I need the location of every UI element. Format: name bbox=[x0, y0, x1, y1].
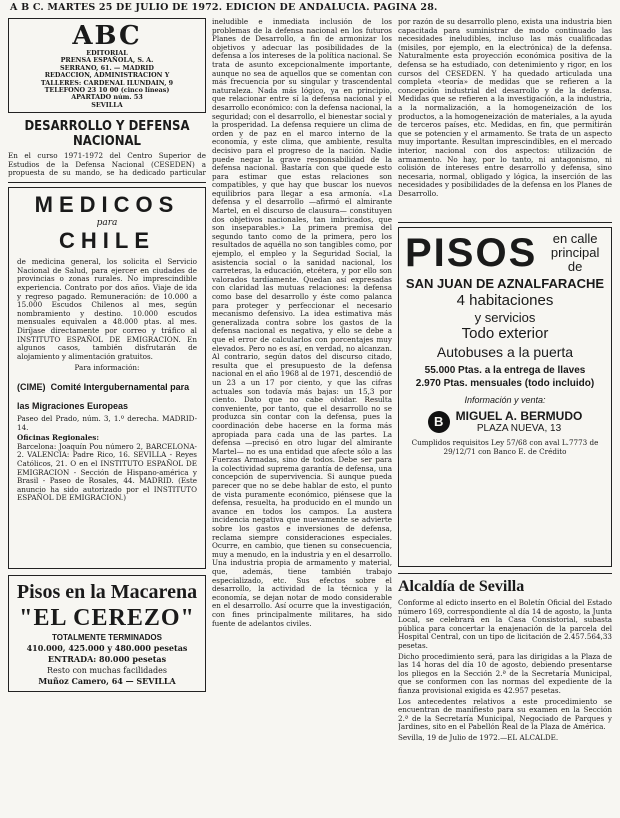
abc-line: REDACCION, ADMINISTRACION Y bbox=[44, 71, 170, 80]
offices-list: Barcelona: Joaquín Pou número 2, BARCELONA-2. VALENCIA: Padre Rico, 16. SEVILLA - Reyes Católicos, 21. O en el INSTITUTO ESPAÑOL DE EMIGRACION - Sección de Hispano-américa y Brasil - Paseo de Rosales, 44. MADRID. (Este anuncio ha sido autorizado por el INSTITUTO ESPAÑOL DE EMIGRACION.) bbox=[17, 441, 197, 503]
agent-name: MIGUEL A. BERMUDO bbox=[455, 409, 583, 423]
column-left bbox=[8, 18, 206, 812]
article-body-col3: por razón de su desarrollo pleno, exista una industria bien capacitada para suministrar de modo continuado las necesidades ineludibles, incluso las más cualificadas (misiles, por ejemplo, en la electrónica) de la defensa. Naturalmente esta proyección económica positiva de la defensa se ha estudiado, con detenimiento y rigor, en los cursos del CESEDEN. Y ha quedado articulada una completa «teoría» de medidas que se refieren a la concepción industrial del desarrollo y de la defensa. Medidas que se refieren a la investigación, a la industria, a la normalización, a la homogeneización de los productos, a la homogeneización de materiales, a la ayuda de terceros países, etc. Medidas, en fin, que permitirán que se potencien y el armamento. Se trata de un aspecto muy importante. Resultan imprescindibles, en el mercado interior, nacional con dos aspectos: utilización de armamento. No hay, por lo tanto, ni antagonismo, ni colisión de intereses entre desarrollo y defensa, sino necesaria, normal, obligado y lógica, la inserción de las necesidades y posibilidades de la defensa en los Planes de Desarrollo. bbox=[398, 18, 612, 198]
abc-line: TALLERES: CARDENAL ILUNDAIN, 9 bbox=[40, 78, 174, 87]
abc-logo: ABC bbox=[72, 21, 142, 51]
cerezo-address: Muñoz Camero, 64 — SEVILLA bbox=[38, 676, 176, 687]
agent-logo-icon: B bbox=[428, 411, 450, 433]
cerezo-ad bbox=[8, 575, 206, 692]
rooms: 4 habitaciones bbox=[456, 292, 554, 309]
abc-line: APARTADO núm. 53 bbox=[71, 93, 143, 102]
abc-line: TELEFONO 23 10 00 (cinco líneas) bbox=[44, 86, 170, 95]
buses: Autobuses a la puerta bbox=[436, 344, 574, 360]
medicos-country: CHILE bbox=[59, 228, 155, 254]
pisos-header bbox=[405, 232, 605, 274]
article-body-col1: En el curso 1971-1972 del Centro Superior de Estudios de la Defensa Nacional (CESEDEN) a propuesta de su mando, se ha dedicado particular bbox=[8, 152, 206, 178]
price-keys: 55.000 Ptas. a la entrega de llaves bbox=[424, 365, 586, 376]
article-body-col2: ineludible e inmediata inclusión de los problemas de la defensa nacional en los futuros Planes de Desarrollo, a fin de armonizar los objetivos y adecuar las posibilidades de la defensa a los intereses de la política nacional. Se trata de asunto excepcionalmente importante, aunque no sea de aquellos que se comentan con más frecuencia por su singular y trascendental naturaleza. Nada más lógico, ya en principio, que relacionar entre sí la defensa nacional y el desarrollo económico: con la defensa nacional, la seguridad; con el desarrollo, el bienestar social y la prosperidad. La defensa requiere un clima de orden y de paz en el marco interno de la economía, y este clima, que ambiente, resulta decisivo para el progreso de la nación. Nadie puede negar la grave responsabilidad de la defensa nacional. Bastaría con que quede esto para estimar que estas relaciones son compatibles, y que hay que buscar los nuevos equilibrios para llegar a esa armonía. «La defensa y el desarrollo —afirmó el almirante Martel, en el discurso de clausura— constituyen dos objetivos nacionales, tan imbricados, que son inseparables.» La primera premisa del segundo tanto como de la primera, pero los resultados de aquélla no son tangibles como, por ejemplo, el empleo y la Seguridad Social, la asistencia social o la sanidad nacional, los carreteras, la educación, etcétera, y por ello son valorados tardíamente. Quedan así expresadas con claridad las mutuas relaciones: la defensa como base del desarrollo y éste como palanca para proteger y perfeccionar el necesario mecanismo defensivo. La idea estimativa más generalizada contra sobre los gastos de la defensa nacional es negativa, y ello se debe a que el error de calcularlos con porcentajes muy elevados. Pero no es así, en verdad, no alcanzan. Al contrario, según datos del discurso citado, resulta que el presupuesto de la defensa nacional en el año 1968 al de 1971, descendió de un 23 a un 17 por ciento, y que las cifras actuales son todavía más bajas: un 15,3 por ciento. Dato que no cabe olvidar. Resulta conveniente, por tanto, que el desarrollo no se produzca sin contar con la defensa, pues la coordinación debe hacerse en la forma más apropiada para cada una de las partes. La defensa —precisó en otro lugar del almirante Martel— no es una entidad que afecte sólo a las Fuerzas Armadas, sino de todos. Debe ser para la colectividad suprema garantía de defensa, una concepción de supervivencia. Si aunque pueda parecer que no se debe hablar de esto, el punto de vista puramente económico, piénsese que la defensa, resuelta, ha producido en el mundo un avance en todos los campos. La austera incidencia negativa que nuevamente se advierte sobre los gastos e inversiones de defensa, reclama siempre consideraciones especiales. Ocurre, en cambio, que tienen su consecuencia, muy a menudo, en la industria y en el desarrollo. Una industria propia de armamento y material, que, además, tiene también trabajo especializado, etc. Sus efectos sobre el desarrollo, la actividad de la técnica y la economía, se dejan notar de modo considerable en el desarrollo. Así ocurre que la investigación, con fines principalmente militares, ha sido fuente de adelantos civiles. bbox=[212, 18, 392, 628]
column-right bbox=[398, 18, 612, 812]
pisos-title: PISOS bbox=[405, 231, 538, 275]
services: y servicios bbox=[474, 310, 536, 325]
medicos-title: MEDICOS bbox=[34, 192, 180, 218]
cerezo-prices: 410.000, 425.000 y 480.000 pesetas bbox=[26, 643, 188, 654]
aznalfarache-ad bbox=[398, 227, 612, 567]
cerezo-entrance: ENTRADA: 80.000 pesetas bbox=[47, 654, 167, 665]
alcaldia-body2: Dicho procedimiento será, para las dirigidas a la Plaza de las 14 horas del día 10 de agosto, debiendo presentarse los pliegos en la Sección 2.ª de la Secretaría Municipal, que se conformen con las normas del expediente de la fianza provisional exigida es 42.957 pesetas. bbox=[398, 651, 612, 695]
abc-line: EDITORIAL bbox=[86, 49, 128, 57]
abc-line: SERRANO, 61. — MADRID bbox=[60, 63, 154, 72]
medicos-para: para bbox=[96, 218, 118, 229]
alcaldia-body1: Conforme al edicto inserto en el Boletín Oficial del Estado número 169, correspondiente al día 14 de agosto, la Junta Local, se celebrará en la Casa Consistorial, subasta pública para concertar la enajenación de la parcela del Hospital Central, con un tipo de licitación de 2.457.564,33 pesetas. bbox=[398, 598, 612, 650]
abc-masthead-box bbox=[8, 18, 206, 113]
divider bbox=[8, 182, 206, 183]
agent-info bbox=[456, 409, 583, 435]
cime-block bbox=[17, 375, 197, 413]
exterior: Todo exterior bbox=[461, 325, 549, 342]
divider bbox=[398, 222, 612, 223]
location: SAN JUAN DE AZNALFARACHE bbox=[405, 276, 605, 291]
agent-block bbox=[405, 409, 605, 435]
medicos-info-label: Para información: bbox=[74, 363, 140, 373]
article-title: DESARROLLO Y DEFENSA NACIONAL bbox=[24, 119, 190, 150]
alcaldia-title: Alcaldía de Sevilla bbox=[398, 578, 525, 595]
offices-label: Oficinas Regionales: bbox=[17, 433, 100, 443]
legal-note: Cumplidos requisitos Ley 57/68 con aval L.7773 de 29/12/71 con Banco E. de Crédito bbox=[411, 438, 599, 456]
alcaldia-body3: Los antecedentes relativos a este procedimiento se encuentran de manifiesto para su examen en la Sección 2.ª de la Secretaría Municipal, Negociado de Parques y Jardines, sito en el Pabellón Real de la Plaza de América. bbox=[398, 696, 612, 732]
agent-address: PLAZA NUEVA, 13 bbox=[476, 423, 562, 434]
cime-acronym: (CIME) bbox=[17, 381, 46, 392]
abc-line: PRENSA ESPAÑOLA, S. A. bbox=[60, 56, 154, 65]
divider bbox=[398, 573, 612, 574]
abc-line: SEVILLA bbox=[91, 100, 123, 109]
pisos-side-text: en calle principal de bbox=[550, 231, 600, 274]
cerezo-headline: Pisos en la Macarena bbox=[16, 581, 198, 604]
cerezo-facilities: Resto con muchas facilidades bbox=[47, 666, 167, 676]
abc-details bbox=[14, 50, 200, 109]
medicos-body: de medicina general, los solicita el Servicio Nacional de Salud, para ejercer en ciudades de provincias o zonas rurales. No imprescindible experiencia. Contrato por dos años. Viaje de ida y regreso pagado. Remuneración: de 10.000 a 15.000 Escudos Chilenos al mes, según nombramiento y destino. 10.000 escudos mensuales equivalen a 48.000 ptas. al mes. Diríjase directamente por correo y tráfico al INSTITUTO ESPAÑOL DE EMIGRACION. En algunos casos, también disfrutarán de alojamiento y alimentación gratuitos. bbox=[17, 257, 197, 361]
alcaldia-sign: Sevilla, 19 de Julio de 1972.—EL ALCALDE. bbox=[398, 732, 559, 742]
info-label: Información y venta: bbox=[464, 395, 546, 405]
price-monthly: 2.970 Ptas. mensuales (todo incluido) bbox=[415, 378, 595, 389]
column-middle bbox=[212, 18, 392, 812]
cerezo-name: "EL CEREZO" bbox=[19, 605, 195, 632]
cerezo-status: TOTALMENTE TERMINADOS bbox=[52, 633, 162, 643]
cime-name: Comité Intergubernamental para las Migraciones Europeas bbox=[17, 381, 190, 411]
page-header: A B C. MARTES 25 DE JULIO DE 1972. EDICION DE ANDALUCIA. PAGINA 28. bbox=[10, 2, 438, 13]
medicos-ad bbox=[8, 187, 206, 569]
cime-address: Paseo del Prado, núm. 3, 1.º derecha. MADRID-14. bbox=[17, 413, 197, 432]
